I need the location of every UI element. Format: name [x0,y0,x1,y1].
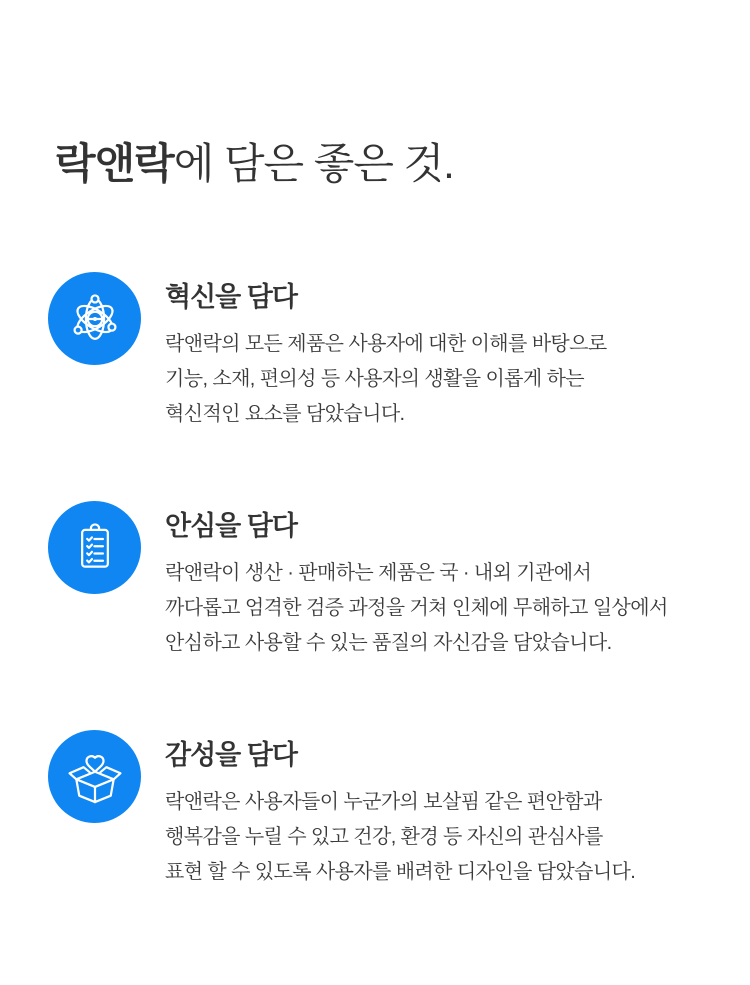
feature-list [48,272,708,959]
feature-description-line: 락앤락의 모든 제품은 사용자에 대한 이해를 바탕으로 [165,333,607,355]
page-title [55,138,454,191]
feature-description-line: 안심하고 사용할 수 있는 품질의 자신감을 담았습니다. [165,632,612,654]
feature-description-line: 락앤락은 사용자들이 누군가의 보살핌 같은 편안함과 [165,791,602,813]
feature-text [165,501,668,661]
feature-description-line: 혁신적인 요소를 담았습니다. [165,403,405,425]
atom-icon [48,272,141,365]
open-box-heart-icon [48,730,141,823]
page-title-brand: 락앤락 [55,140,174,187]
checklist-clipboard-icon [48,501,141,594]
page-title-rest: 에 담은 좋은 것. [173,140,454,187]
feature-description-line: 행복감을 누릴 수 있고 건강, 환경 등 자신의 관심사를 [165,826,603,848]
feature-title: 감성을 담다 [165,740,297,770]
feature-description-line: 까다롭고 엄격한 검증 과정을 거쳐 인체에 무해하고 일상에서 [165,597,668,619]
feature-innovation [48,272,708,432]
feature-title: 혁신을 담다 [165,282,297,312]
feature-description-line: 표현 할 수 있도록 사용자를 배려한 디자인을 담았습니다. [165,861,636,883]
feature-description-line: 기능, 소재, 편의성 등 사용자의 생활을 이롭게 하는 [165,368,585,390]
feature-text [165,730,635,890]
feature-title: 안심을 담다 [165,511,297,541]
feature-emotion [48,730,708,890]
feature-text [165,272,607,432]
feature-description-line: 락앤락이 생산 · 판매하는 제품은 국 · 내외 기관에서 [165,562,592,584]
feature-safety [48,501,708,661]
